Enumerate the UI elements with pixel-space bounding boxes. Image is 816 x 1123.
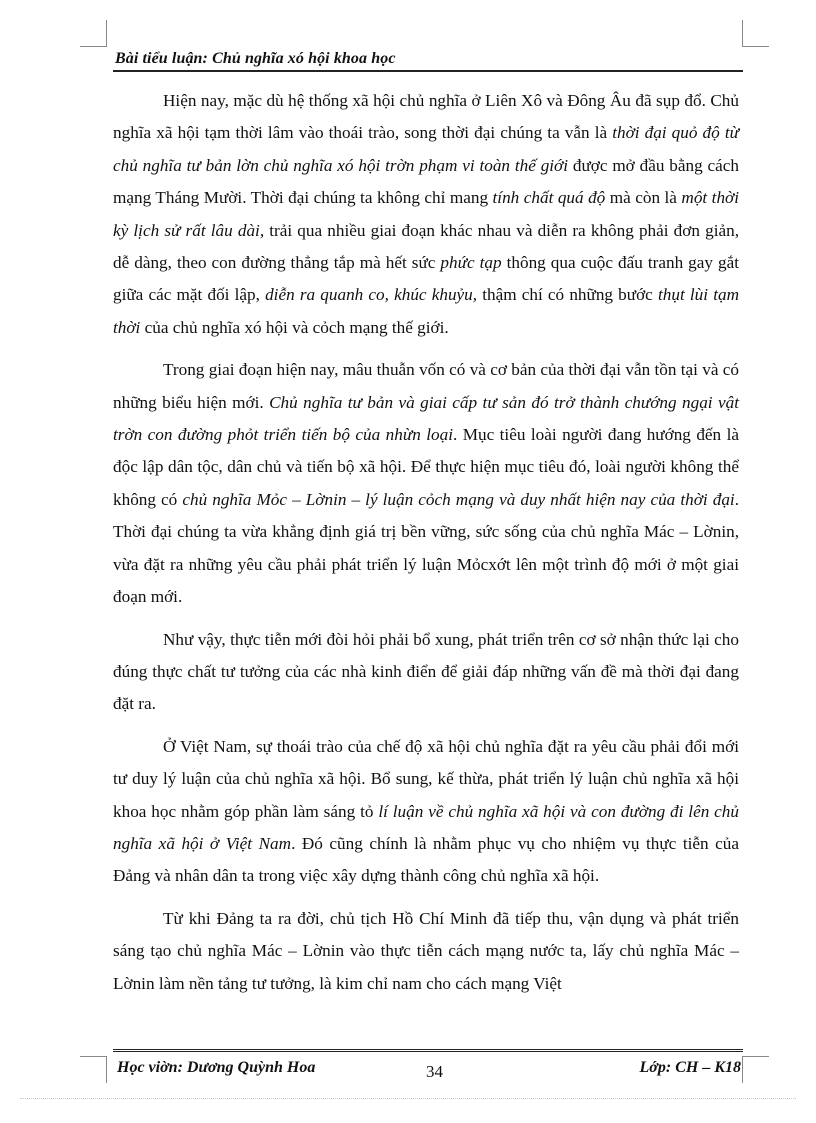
text-segment: Ở Việt Nam, sự thoái trào của chế độ xã hội chủ nghĩa đặt ra yêu cầu phải đổi mới tư duy lý luận của chủ nghĩa xã hội. Bổ sung, kế thừa, phát triển lý luận chủ nghĩa xã hội khoa học nhằm góp phần làm sáng tỏ xyxy=(113,736,739,821)
italic-text-segment: chủ nghĩa Mỏc – Lờnin – lý luận cỏch mạng và duy nhất hiện nay của thời đại xyxy=(182,489,735,509)
paragraph xyxy=(113,731,739,893)
text-segment: Từ khi Đảng ta ra đời, chủ tịch Hồ Chí Minh đã tiếp thu, vận dụng và phát triển sáng tạo chủ nghĩa Mác – Lờnin vào thực tiễn cách mạng nước ta, lấy chủ nghĩa Mác – Lờnin làm nền tảng tư tưởng, là kim chỉ nam cho cách mạng Việt xyxy=(113,908,739,993)
text-segment: mà còn là xyxy=(605,188,682,208)
text-segment: được mở đầu bằng cách mạng Tháng Mười. Thời đại chúng ta không chỉ mang xyxy=(113,155,739,208)
text-segment: Như vậy, thực tiễn mới đòi hỏi phải bổ xung, phát triển trên cơ sở nhận thức lại cho đúng thực chất tư tưởng của các nhà kinh điển để giải đáp những vấn đề mà thời đại đang đặt ra. xyxy=(113,629,739,714)
italic-text-segment: lí luận về chủ nghĩa xã hội và con đường đi lên chủ nghĩa xã hội ở Việt Nam xyxy=(113,801,739,853)
text-segment: thông qua cuộc đấu tranh gay gắt giữa các mặt đối lập, xyxy=(113,253,740,305)
footer-class-label: Lớp: CH – K18 xyxy=(639,1059,741,1076)
text-segment: . Mục tiêu loài người đang hướng đến là độc lập dân tộc, dân chủ và tiến bộ xã hội. Để thực hiện mục tiêu đó, loài người không thể không có xyxy=(113,425,739,509)
text-segment: , trải qua nhiều giai đoạn khác nhau và diễn ra không phải đơn giản, dễ dàng, theo con đường thẳng tắp mà hết sức xyxy=(113,220,739,273)
italic-text-segment: diễn ra quanh co, khúc khuỷu, xyxy=(265,285,478,305)
italic-text-segment: một thời kỳ lịch sử rất lâu dài xyxy=(113,188,739,240)
page-edge-dotted-line xyxy=(20,1098,796,1099)
paragraph xyxy=(113,624,739,721)
footer-student-name: Học viờn: Dương Quỳnh Hoa xyxy=(117,1059,316,1076)
document-body xyxy=(113,85,739,1000)
italic-text-segment: phức tạp xyxy=(440,253,502,273)
italic-text-segment: thời đại quỏ độ từ chủ nghĩa tư bản lờn chủ nghĩa xó hội trờn phạm vi toàn thế giới xyxy=(113,123,739,175)
text-segment: . Thời đại chúng ta vừa khẳng định giá trị bền vững, sức sống của chủ nghĩa Mác – Lờnin, vừa đặt ra những yêu cầu phải phát triển lý luận Mỏcxớt lên một trình độ mới ở một giai đoạn mới. xyxy=(113,489,739,607)
page-number: 34 xyxy=(426,1062,443,1081)
paragraph xyxy=(113,903,739,1000)
paragraph xyxy=(113,354,739,613)
page-footer xyxy=(113,1049,743,1082)
header-title: Bài tiểu luận: Chủ nghĩa xó hội khoa học xyxy=(115,50,396,67)
text-segment: của chủ nghĩa xó hội và cỏch mạng thế giới. xyxy=(140,317,449,337)
paragraph xyxy=(113,85,739,344)
text-segment: . Đó cũng chính là nhằm phục vụ cho nhiệm vụ thực tiễn của Đảng và nhân dân ta trong việc xây dựng thành công chủ nghĩa xã hội. xyxy=(113,833,739,886)
italic-text-segment: Chủ nghĩa tư bản và giai cấp tư sản đó trở thành chướng ngại vật trờn con đường phỏt triển tiến bộ của nhừn loại xyxy=(113,392,739,445)
crop-mark-bottom-left xyxy=(80,1056,107,1083)
text-segment: Trong giai đoạn hiện nay, mâu thuẫn vốn có và cơ bản của thời đại vẫn tồn tại và có những biểu hiện mới. xyxy=(113,360,739,412)
italic-text-segment: tính chất quá độ xyxy=(492,188,606,208)
crop-mark-top-left xyxy=(80,20,107,47)
text-segment: Hiện nay, mặc dù hệ thống xã hội chủ nghĩa ở Liên Xô và Đông Âu đã sụp đổ. Chủ nghĩa xã hội tạm thời lâm vào thoái trào, song thời đại chúng ta vẫn là xyxy=(113,91,739,143)
page-header xyxy=(113,44,743,72)
text-segment: thậm chí có những bước xyxy=(477,285,658,305)
crop-mark-bottom-right xyxy=(742,1056,769,1083)
crop-mark-top-right xyxy=(742,20,769,47)
italic-text-segment: thụt lùi tạm thời xyxy=(113,285,739,337)
